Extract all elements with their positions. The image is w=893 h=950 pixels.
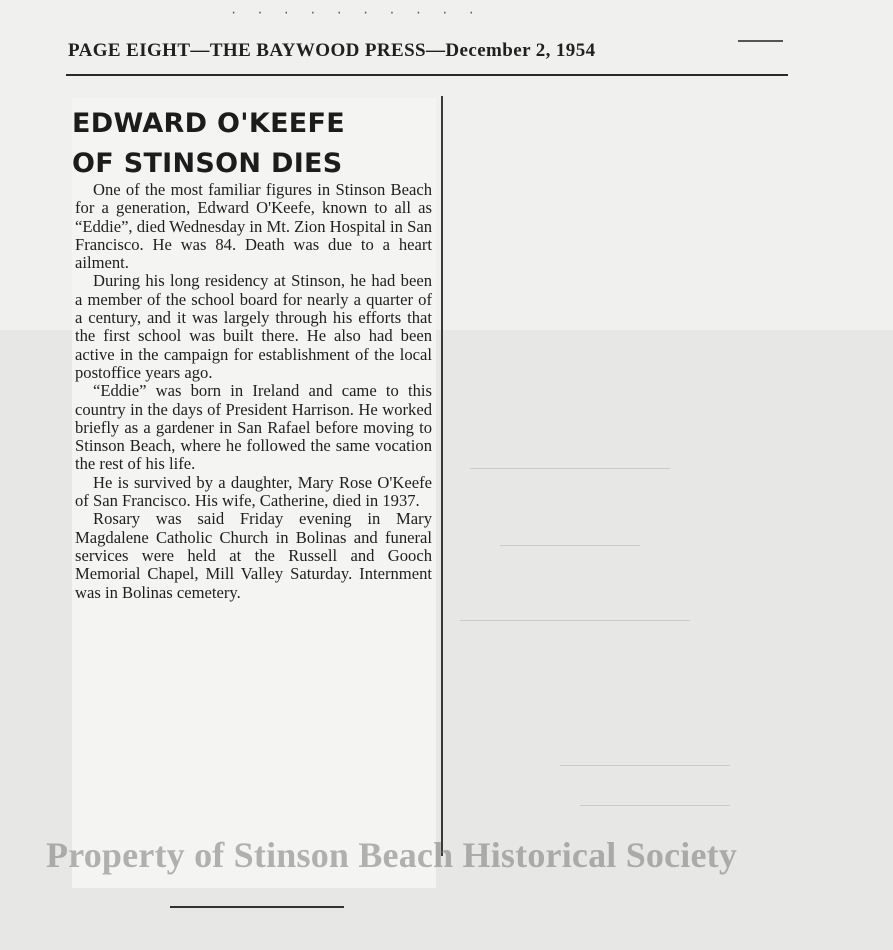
headline-line-2: OF STINSON DIES: [72, 148, 343, 179]
paragraph: Rosary was said Friday evening in Mary Magdalene Catholic Church in Bolinas and funeral services were held at the Russell and Gooch Memorial Chapel, Mill Valley Saturday. Internment was in Bolinas cemetery.: [75, 509, 432, 602]
article-end-rule: [170, 906, 344, 908]
paragraph: One of the most familiar figures in Stinson Beach for a generation, Edward O'Keefe, known to all as “Eddie”, died Wednesday in Mt. Zion Hospital in San Francisco. He was 84. Death was due to a heart ailment.: [75, 180, 432, 273]
card-line: [560, 765, 730, 766]
article-headline: [72, 104, 432, 184]
headline-line-1: EDWARD O'KEEFE: [72, 108, 346, 139]
header-rule: [66, 74, 788, 76]
card-line: [500, 545, 640, 546]
paragraph: He is survived by a daughter, Mary Rose O'Keefe of San Francisco. His wife, Catherine, died in 1937.: [75, 472, 432, 511]
article-body: [75, 181, 432, 602]
watermark: Property of Stinson Beach Historical Society: [46, 835, 738, 875]
header-dash: [738, 40, 783, 42]
scan-noise: · · · · · · · · · ·: [230, 6, 481, 20]
paragraph: During his long residency at Stinson, he had been a member of the school board for nearly a quarter of a century, and it was largely through his efforts that the first school was built there. He also had been active in the campaign for establishment of the local postoffice years ago.: [75, 271, 432, 382]
column-rule: [441, 96, 443, 856]
card-line: [460, 620, 690, 621]
masthead: PAGE EIGHT—THE BAYWOOD PRESS—December 2, 1954: [68, 40, 596, 61]
card-line: [580, 805, 730, 806]
paragraph: “Eddie” was born in Ireland and came to this country in the days of President Harrison. He worked briefly as a gardener in San Rafael before moving to Stinson Beach, where he followed the same vocation the rest of his life.: [75, 381, 432, 474]
card-line: [470, 468, 670, 469]
